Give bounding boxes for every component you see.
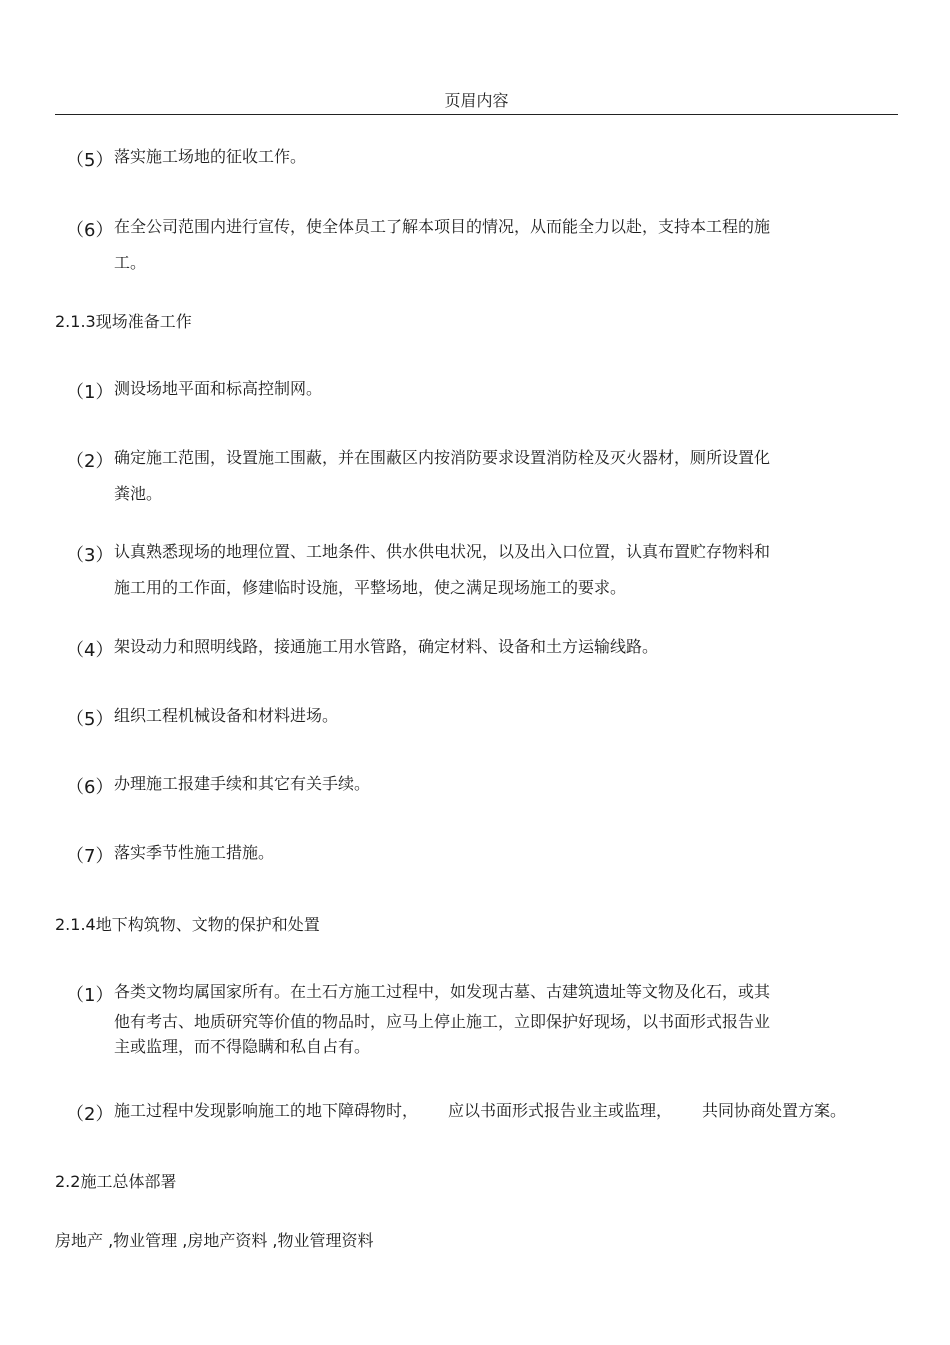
item-number: （2） xyxy=(66,451,114,472)
item-text xyxy=(114,705,854,727)
section-heading-2-2: 2.2施工总体部署 xyxy=(55,1172,177,1191)
item-number: （5） xyxy=(66,709,114,730)
item-text xyxy=(114,636,854,658)
item-text-part: 共同协商处置方案。 xyxy=(702,1101,847,1120)
item-number: （1） xyxy=(66,985,114,1006)
section-heading-2-1-3: 2.1.3现场准备工作 xyxy=(55,312,192,331)
item-number: （6） xyxy=(66,220,114,241)
item-line: 施工用的工作面，修建临时设施，平整场地，使之满足现场施工的要求。 xyxy=(114,578,627,597)
item-number: （1） xyxy=(66,382,114,403)
item-line: 落实季节性施工措施。 xyxy=(114,843,275,862)
item-text xyxy=(114,378,854,400)
item-line: 在全公司范围内进行宣传，使全体员工了解本项目的情况，从而能全力以赴，支持本工程的施 xyxy=(114,217,771,236)
item-text xyxy=(114,981,854,1058)
footer-keywords: 房地产 ,物业管理 ,房地产资料 ,物业管理资料 xyxy=(55,1231,374,1250)
item-line: 他有考古、地质研究等价值的物品时，应马上停止施工，立即保护好现场，以书面形式报告业 xyxy=(114,1012,771,1031)
page-header xyxy=(55,90,898,115)
item-line: 确定施工范围，设置施工围蔽，并在围蔽区内按消防要求设置消防栓及灭火器材，厕所设置化 xyxy=(114,448,771,467)
item-line: 工。 xyxy=(114,253,147,272)
item-text-part: 应以书面形式报告业主或监理， xyxy=(448,1101,673,1120)
item-text xyxy=(114,146,854,168)
item-line: 主或监理，而不得隐瞒和私自占有。 xyxy=(114,1037,371,1056)
item-line: 认真熟悉现场的地理位置、工地条件、供水供电状况，以及出入口位置，认真布置贮存物料和 xyxy=(114,542,771,561)
item-number: （7） xyxy=(66,846,114,867)
item-number: （3） xyxy=(66,545,114,566)
item-text xyxy=(114,1100,894,1122)
page-header-text: 页眉内容 xyxy=(444,91,509,110)
item-line xyxy=(114,1100,894,1122)
item-text xyxy=(114,842,854,864)
item-line: 落实施工场地的征收工作。 xyxy=(114,147,307,166)
item-number: （2） xyxy=(66,1104,114,1125)
item-text xyxy=(114,773,854,795)
item-number: （5） xyxy=(66,150,114,171)
item-number: （6） xyxy=(66,777,114,798)
item-line: 架设动力和照明线路，接通施工用水管路，确定材料、设备和土方运输线路。 xyxy=(114,637,659,656)
item-text xyxy=(114,216,854,274)
section-heading-2-1-4: 2.1.4地下构筑物、文物的保护和处置 xyxy=(55,915,320,934)
item-line: 办理施工报建手续和其它有关手续。 xyxy=(114,774,371,793)
item-line: 测设场地平面和标高控制网。 xyxy=(114,379,323,398)
item-text-part: 施工过程中发现影响施工的地下障碍物时， xyxy=(114,1101,419,1120)
item-line: 各类文物均属国家所有。在土石方施工过程中，如发现古墓、古建筑遗址等文物及化石，或其 xyxy=(114,982,771,1001)
item-number: （4） xyxy=(66,640,114,661)
item-line: 粪池。 xyxy=(114,484,163,503)
item-text xyxy=(114,541,854,599)
item-line: 组织工程机械设备和材料进场。 xyxy=(114,706,339,725)
item-text xyxy=(114,447,854,505)
